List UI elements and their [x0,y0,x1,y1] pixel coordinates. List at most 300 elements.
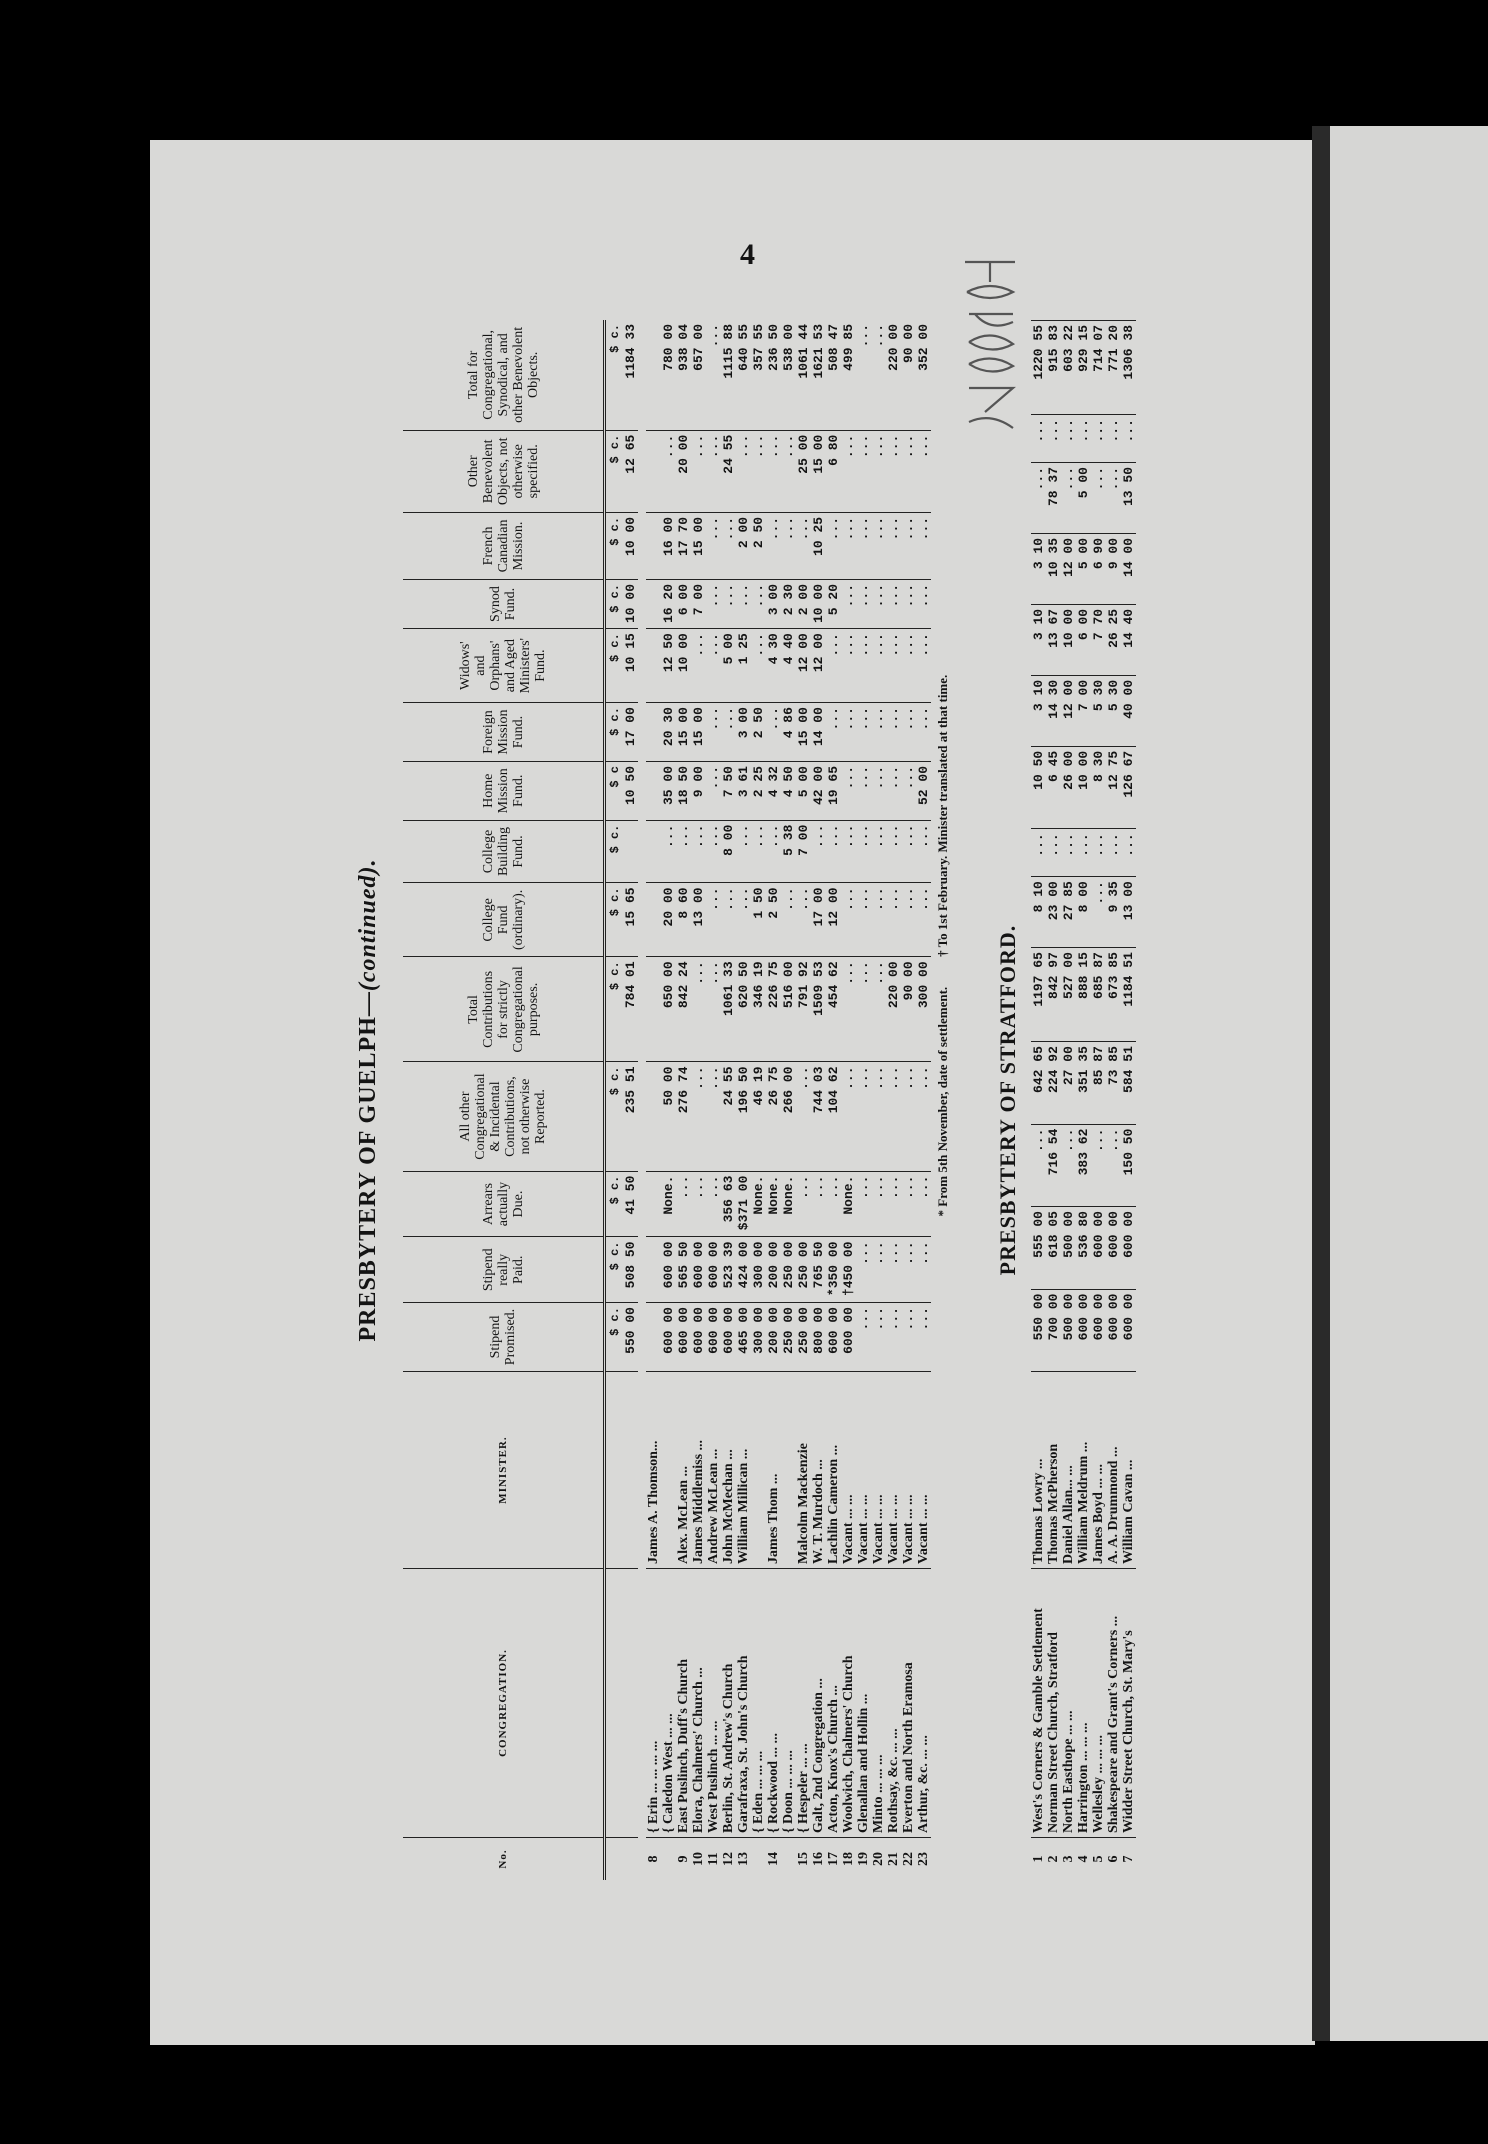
table-cell: 14 [766,1838,781,1881]
table-cell: 800 00 [811,1303,826,1372]
table-cell [646,629,661,703]
column-header: Home Mission Fund. [403,762,605,821]
table-cell: ... [706,1062,721,1171]
table-cell: ... [1061,463,1076,534]
column-header: Total for Congregational, Synodical, and other Benevolent Objects. [403,320,605,430]
table-cell: $ c. [605,1303,624,1372]
table-cell: ... [841,579,856,628]
table-cell: 1 25 [736,629,751,703]
table-cell: ... [796,1171,811,1237]
presbytery-stratford-heading: PRESBYTERY OF STRATFORD. [995,924,1020,1276]
table-cell: 73 85 [1106,1042,1121,1124]
table-cell: 16 20 [661,579,676,628]
table-cell: ... [826,512,841,579]
table-cell: 888 15 [1076,948,1091,1042]
table-cell: ... [1061,829,1076,877]
table-cell: ... [781,430,796,512]
table-cell: 14 30 [1046,675,1061,746]
table-cell: 4 86 [781,703,796,762]
table-cell: James Middlemiss ... [691,1372,706,1569]
table-cell: 603 22 [1061,321,1076,415]
table-cell: 383 62 [1076,1124,1091,1206]
table-cell: ... [871,1303,886,1372]
table-cell: 10 00 [811,579,826,628]
table-cell: 600 00 [676,1303,691,1372]
table-cell: 14 00 [811,703,826,762]
table-cell: William Meldrum ... [1076,1372,1091,1569]
table-cell: 9 00 [1106,533,1121,604]
table-cell: Vacant ... ... [901,1372,916,1569]
table-cell: 10 00 [676,629,691,703]
table-cell: 499 85 [841,324,856,371]
table-cell: ... [856,512,871,579]
table-cell: ... [871,579,886,628]
table-cell: 13 [736,1838,751,1881]
table-cell: 20 00 [676,430,691,512]
table-cell: 3 [1061,1838,1076,1881]
table-cell: 104 62 [826,1062,841,1171]
table-cell: 17 00 [623,703,638,762]
table-cell: 12 00 [1061,675,1076,746]
table-cell: 7 00 [1076,675,1091,746]
table-cell: ... [751,629,766,703]
table-cell: John McMechan ... [721,1372,736,1569]
table-cell: 352 00 [916,324,931,371]
table-cell: 1306 38 [1121,321,1136,415]
table-cell: 5 00 [721,629,736,703]
table-cell: Vacant ... ... [856,1372,871,1569]
table-row [871,320,886,1880]
table-row [796,320,811,1880]
table-cell: 1621 53 [811,324,826,379]
table-cell: ... [691,1171,706,1237]
column-header: MINISTER. [403,1372,605,1569]
table-cell: 16 [811,1838,826,1881]
table-cell: $ c. [605,1062,624,1171]
table-cell: ... [1091,1124,1106,1206]
table-cell: 21 [886,1838,901,1881]
table-cell: ... [916,883,931,957]
table-cell: *350 00 [826,1237,841,1303]
table-cell: ... [676,1171,691,1237]
table-cell: 600 00 [661,1237,676,1303]
table-cell: ... [766,703,781,762]
table-cell: ... [751,430,766,512]
table-cell: ... [886,579,901,628]
table-cell: 12 75 [1106,746,1121,828]
table-cell: 300 00 [916,957,931,1062]
table-cell: 10 00 [623,579,638,628]
table-cell: Garafraxa, St. John's Church [736,1569,751,1838]
table-cell: †450 00 [841,1237,856,1303]
table-cell: ... [856,820,871,883]
table-cell: ... [706,957,721,1062]
guelph-title: PRESBYTERY OF GUELPH— [355,991,381,1342]
table-cell: 2 50 [751,703,766,762]
table-cell: ... [826,1171,841,1237]
table-cell: ... [796,883,811,957]
table-cell: 716 54 [1046,1124,1061,1206]
table-cell: ... [886,430,901,512]
table-cell: $ c. [605,957,624,1062]
table-cell: 14 40 [1121,604,1136,675]
table-cell [623,1569,638,1838]
table-cell: ... [856,629,871,703]
table-cell: 523 39 [721,1237,736,1303]
table-cell: 8 00 [1076,877,1091,948]
table-cell: ... [826,629,841,703]
column-header: All other Congregational & Incidental Contributions, not otherwise Reported. [403,1062,605,1171]
table-cell: 565 50 [676,1237,691,1303]
table-cell: 226 75 [766,957,781,1062]
table-cell: Vacant ... ... [916,1372,931,1569]
table-cell: 1061 33 [721,957,736,1062]
table-cell: 1115 88 [721,324,736,379]
table-cell: ... [796,512,811,579]
footnote-settlement: * From 5th November, date of settlement. [935,986,950,1217]
table-cell [646,579,661,628]
table-row [916,320,931,1880]
table-cell: 5 38 [781,820,796,883]
table-cell: ... [871,324,886,348]
table-cell: 4 [1076,1838,1091,1881]
table-cell: 10 50 [1031,746,1046,828]
table-cell: ... [706,762,721,821]
table-cell: 6 80 [826,430,841,512]
table-cell: ... [886,762,901,821]
table-cell: 2 30 [781,579,796,628]
table-cell: 3 00 [736,703,751,762]
table-row [826,320,841,1880]
table-cell: 618 05 [1046,1207,1061,1289]
table-row [1031,321,1046,1881]
table-cell: 584 51 [1121,1042,1136,1124]
table-cell: $ c. [605,512,624,579]
table-cell: 5 30 [1106,675,1121,746]
table-cell [646,320,661,430]
table-cell: ... [886,1062,901,1171]
table-cell: 90 00 [901,324,916,364]
column-header: Other Benevolent Objects, not otherwise specified. [403,430,605,512]
table-cell: 1 [1031,1838,1046,1881]
table-cell: ... [1091,415,1106,463]
table-cell: ... [886,703,901,762]
table-cell: ... [841,883,856,957]
table-cell: Acton, Knox's Church ... [826,1569,841,1838]
table-cell: 657 00 [691,324,706,371]
table-cell: 465 00 [736,1303,751,1372]
table-cell: ... [901,1171,916,1237]
table-cell: 10 50 [623,762,638,821]
table-cell: ... [916,579,931,628]
table-cell: 300 00 [751,1237,766,1303]
table-cell: 200 00 [766,1303,781,1372]
units-row [605,320,624,1880]
table-cell: ... [1121,415,1136,463]
table-cell: Widder Street Church, St. Mary's [1121,1569,1136,1838]
table-cell: { Erin ... ... ... ... [646,1569,661,1838]
table-cell: 536 80 [1076,1207,1091,1289]
table-cell: 224 92 [1046,1042,1061,1124]
table-cell: 6 00 [676,579,691,628]
table-cell: 10 15 [623,629,638,703]
table-cell: 640 55 [736,324,751,371]
table-cell: 235 51 [623,1062,638,1171]
table-cell: ... [1106,829,1121,877]
table-cell [605,1569,624,1838]
table-cell: ... [691,430,706,512]
table-cell: 12 50 [661,629,676,703]
table-cell: 13 00 [1121,877,1136,948]
table-cell: ... [706,430,721,512]
table-cell [605,1372,624,1569]
table-cell: 196 50 [736,1062,751,1171]
header-row [403,320,605,1880]
table-cell: 7 00 [691,579,706,628]
table-cell: ... [916,703,931,762]
table-cell: ... [916,430,931,512]
table-cell: ... [916,512,931,579]
table-cell: $ c. [605,703,624,762]
table-cell: 9 00 [691,762,706,821]
table-cell: ... [856,1237,871,1303]
table-cell: James Boyd ... ... [1091,1372,1106,1569]
table-cell [646,1237,661,1303]
table-cell: Rothsay, &c. ... ... [886,1569,901,1838]
footnote-translated: † To 1st February. Minister translated at that time. [935,674,950,957]
table-cell [781,1372,796,1569]
table-cell: 17 [826,1838,841,1881]
table-cell: 7 [1121,1838,1136,1881]
table-cell: 915 83 [1046,321,1061,415]
table-cell: ... [856,762,871,821]
table-cell: ... [856,703,871,762]
table-cell: 15 00 [691,512,706,579]
table-cell: ... [811,820,826,883]
table-cell: 26 75 [766,1062,781,1171]
table-cell: 1184 51 [1121,948,1136,1042]
table-cell: ... [781,883,796,957]
table-cell: { Eden ... ... ... [751,1569,766,1838]
table-cell: 9 35 [1106,877,1121,948]
table-cell: 929 15 [1076,321,1091,415]
table-cell: $ c. [605,1237,624,1303]
table-cell: ... [871,1171,886,1237]
table-cell: 14 00 [1121,533,1136,604]
table-cell: ... [901,1303,916,1372]
table-cell: 126 67 [1121,746,1136,828]
table-cell: 1184 33 [623,324,638,379]
table-cell: ... [841,820,856,883]
table-cell: ... [1061,1124,1076,1206]
table-cell: Elora, Chalmers' Church ... [691,1569,706,1838]
table-cell: Malcolm Mackenzie [796,1372,811,1569]
table-cell: 52 00 [916,762,931,821]
table-cell: 516 00 [781,957,796,1062]
table-cell: { Hespeler ... ... [796,1569,811,1838]
table-cell: ... [886,512,901,579]
table-cell: 27 85 [1061,877,1076,948]
table-cell: 7 70 [1091,604,1106,675]
table-cell: ... [871,703,886,762]
table-cell: 508 50 [623,1237,638,1303]
table-cell: ... [916,629,931,703]
table-cell: 8 00 [721,820,736,883]
table-cell: ... [856,324,871,348]
table-cell: 700 00 [1046,1289,1061,1371]
table-cell: ... [901,579,916,628]
table-cell: $ c. [605,579,624,628]
table-cell: ... [886,629,901,703]
table-row [1106,321,1121,1881]
table-cell: 500 00 [1061,1289,1076,1371]
table-cell: ... [856,957,871,1062]
table-cell: 85 87 [1091,1042,1106,1124]
table-cell: 771 20 [1106,321,1121,415]
table-cell: 13 67 [1046,604,1061,675]
column-header: Foreign Mission Fund. [403,703,605,762]
table-cell: $371 00 [736,1171,751,1237]
table-cell: 50 00 [661,1062,676,1171]
table-cell: ... [1031,1124,1046,1206]
table-cell: ... [901,820,916,883]
stratford-table-body [1031,321,1136,1881]
table-cell: ... [841,629,856,703]
table-cell: 12 00 [1061,533,1076,604]
table-cell: ... [721,512,736,579]
table-cell: William Cavan ... [1121,1372,1136,1569]
table-cell: Thomas Lowry ... [1031,1372,1046,1569]
table-cell: ... [856,1171,871,1237]
page-gutter [1312,126,1332,2041]
table-cell: 1 50 [751,883,766,957]
table-cell: $ c. [605,820,624,883]
column-header: French Canadian Mission. [403,512,605,579]
table-cell: 15 00 [796,703,811,762]
table-cell: ... [1091,463,1106,534]
table-cell: 6 00 [1076,604,1091,675]
table-cell: ... [871,957,886,1062]
table-cell: Wellesley ... ... ... [1091,1569,1106,1838]
table-cell: 250 00 [796,1303,811,1372]
table-cell: 791 92 [796,957,811,1062]
table-cell: 7 00 [796,820,811,883]
table-cell: ... [916,820,931,883]
table-cell: 300 00 [751,1303,766,1372]
table-cell: 42 00 [811,762,826,821]
table-cell: 12 00 [796,629,811,703]
table-cell: 276 74 [676,1062,691,1171]
table-cell: 1220 55 [1031,321,1046,415]
table-cell: 5 00 [1076,533,1091,604]
table-cell: 765 50 [811,1237,826,1303]
table-cell: 357 55 [751,324,766,371]
table-cell: ... [706,703,721,762]
table-cell: A. A. Drummond ... [1106,1372,1121,1569]
table-cell: 23 [916,1838,931,1881]
table-cell: 11 [706,1838,721,1881]
table-cell: 842 97 [1046,948,1061,1042]
table-cell: 600 00 [1121,1289,1136,1371]
table-cell: 90 00 [901,957,916,1062]
table-cell: ... [811,1171,826,1237]
table-cell: $ c. [608,324,622,353]
table-cell [623,1372,638,1569]
table-cell: 454 62 [826,957,841,1062]
table-cell: ... [1076,829,1091,877]
table-cell: 6 [1106,1838,1121,1881]
table-cell: 5 00 [1076,463,1091,534]
table-row [691,320,706,1880]
table-row [1121,321,1136,1881]
table-cell: 18 50 [676,762,691,821]
table-cell: 12 65 [623,430,638,512]
table-cell [661,1838,676,1881]
table-cell: ... [916,1303,931,1372]
table-cell: ... [856,579,871,628]
table-cell: ... [751,820,766,883]
table-cell: 780 00 [661,324,676,371]
table-cell [646,512,661,579]
table-cell: ... [871,820,886,883]
table-cell: $ c. [605,883,624,957]
table-cell: 3 10 [1031,533,1046,604]
column-header: No. [403,1838,605,1881]
table-cell: James A. Thomson... [646,1372,661,1569]
table-cell: 600 00 [721,1303,736,1372]
table-cell [646,430,661,512]
table-row [706,320,721,1880]
table-cell: Andrew McLean ... [706,1372,721,1569]
table-cell: 6 90 [1091,533,1106,604]
table-cell: 10 00 [1061,604,1076,675]
table-cell: ... [916,1237,931,1303]
table-row [1091,321,1106,1881]
table-cell: ... [901,883,916,957]
spacer-row [638,320,646,1880]
table-cell: ... [871,1062,886,1171]
table-cell: ... [1106,1124,1121,1206]
table-cell: 150 50 [1121,1124,1136,1206]
table-cell: 20 30 [661,703,676,762]
table-cell: 642 65 [1031,1042,1046,1124]
table-cell: ... [901,430,916,512]
table-cell: ... [736,883,751,957]
table-cell: 5 00 [796,762,811,821]
table-cell: 8 30 [1091,746,1106,828]
table-cell: Vacant ... ... [871,1372,886,1569]
table-cell: 938 04 [676,324,691,371]
table-cell: 2 00 [796,579,811,628]
table-cell: ... [856,1303,871,1372]
table-cell [781,1838,796,1881]
table-cell: 13 00 [691,883,706,957]
table-cell [646,703,661,762]
table-cell: ... [1031,463,1046,534]
table-row [1076,321,1091,1881]
table-cell [605,1838,624,1881]
column-header: Stipend really Paid. [403,1237,605,1303]
table-cell: 250 00 [781,1237,796,1303]
table-cell: 250 00 [796,1237,811,1303]
table-cell: ... [796,1062,811,1171]
table-cell: 10 25 [811,512,826,579]
table-cell: ... [886,1303,901,1372]
column-header: College Fund (ordinary). [403,883,605,957]
table-cell: $ c. [605,430,624,512]
table-cell: 600 00 [691,1303,706,1372]
table-cell: None. [766,1171,781,1237]
